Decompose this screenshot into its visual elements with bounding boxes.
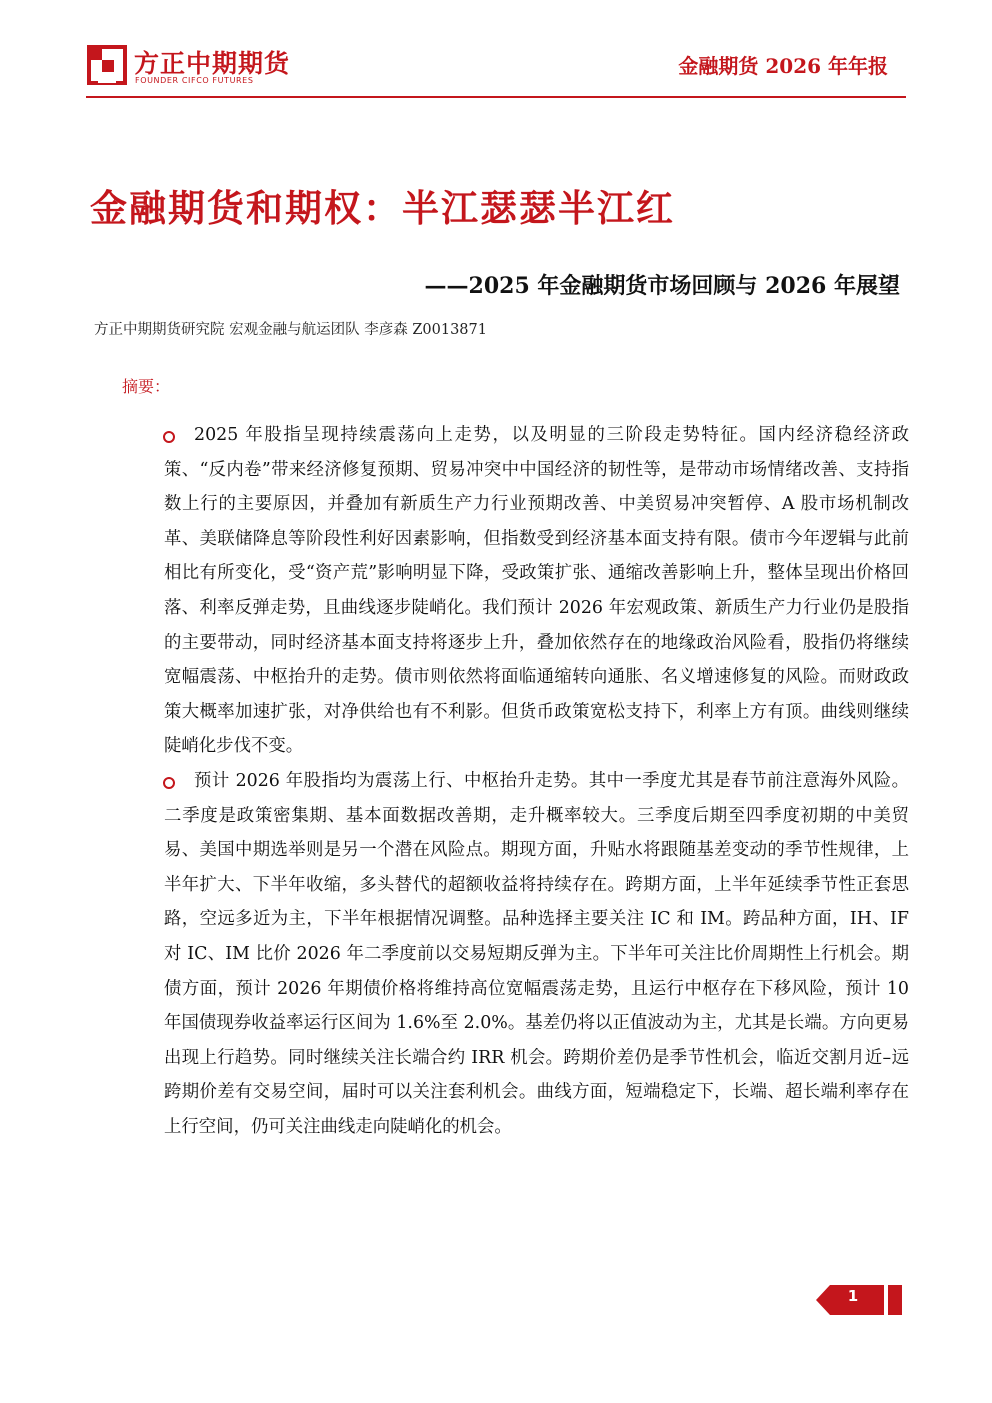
report-title: 金融期货和期权：半江瑟瑟半江红 xyxy=(90,186,675,230)
logo-english-name: FOUNDER CIFCO FUTURES xyxy=(135,76,254,85)
abstract-bullet-text: 预计 2026 年股指均为震荡上行、中枢抬升走势。其中一季度尤其是春节前注意海外风险。二季度是政策密集期、基本面数据改善期，走升概率较大。三季度后期至四季度初期的中美贸易、美国中期选举则是另一个潜在风险点。期现方面，升贴水将跟随基差变动的季节性规律，上半年扩大、下半年收缩，多头替代的超额收益将持续存在。跨期方面，上半年延续季节性正套思路，空远多近为主，下半年根据情况调整。品种选择主要关注 IC 和 IM。跨品种方面，IH、IF 对 IC、IM 比价 2026 年二季度前以交易短期反弹为主。下半年可关注比价周期性上行机会。期债方面，预计 2026 年期债价格将维持高位宽幅震荡走势，且运行中枢存在下移风险，预计 10 年国债现券收益率运行区间为 1.6%至 2.0%。基差仍将以正值波动为主，尤其是长端。方向更易出现上行趋势。同时继续关注长端合约 IRR 机会。跨期价差仍是季节性机会，临近交割月近–远跨期价差有交易空间，届时可以关注套利机会。曲线方面，短端稳定下，长端、超长端利率存在上行空间，仍可关注曲线走向陡峭化的机会。 xyxy=(164,770,909,1137)
logo-mark-icon xyxy=(86,44,128,86)
abstract-label: 摘要： xyxy=(122,377,171,396)
report-series-tag: 金融期货 2026 年年报 xyxy=(678,54,888,78)
abstract-bullet-text: 2025 年股指呈现持续震荡向上走势，以及明显的三阶段走势特征。国内经济稳经济政策、“反内卷”带来经济修复预期、贸易冲突中中国经济的韧性等，是带动市场情绪改善、支持指数上行的主要原因，并叠加有新质生产力行业预期改善、中美贸易冲突暂停、A 股市场机制改革、美联储降息等阶段性利好因素影响，但指数受到经济基本面支持有限。债市今年逻辑与此前相比有所变化，受“资产荒”影响明显下降，受政策扩张、通缩改善影响上升，整体呈现出价格回落、利率反弹走势，且曲线逐步陡峭化。我们预计 2026 年宏观政策、新质生产力行业仍是股指的主要带动，同时经济基本面支持将逐步上升，叠加依然存在的地缘政治风险看，股指仍将继续宽幅震荡、中枢抬升的走势。债市则依然将面临通缩转向通胀、名义增速修复的风险。而财政政策大概率加速扩张，对净供给也有不利影。但货币政策宽松支持下，利率上方有顶。曲线则继续陡峭化步伐不变。 xyxy=(164,425,909,757)
logo-chinese-name: 方正中期期货 xyxy=(134,49,291,78)
page-number-bar xyxy=(888,1285,902,1315)
abstract-bullet-list xyxy=(164,418,909,1144)
abstract-bullet xyxy=(164,764,909,1145)
abstract-bullet xyxy=(164,418,909,764)
report-subtitle: ——2025 年金融期货市场回顾与 2026 年展望 xyxy=(424,273,900,299)
page-number: 1 xyxy=(847,1287,859,1305)
company-logo xyxy=(86,42,346,92)
header-divider xyxy=(86,96,906,98)
author-line: 方正中期期货研究院 宏观金融与航运团队 李彦森 Z0013871 xyxy=(94,322,487,338)
circle-bullet-icon xyxy=(163,431,175,443)
circle-bullet-icon xyxy=(163,777,175,789)
